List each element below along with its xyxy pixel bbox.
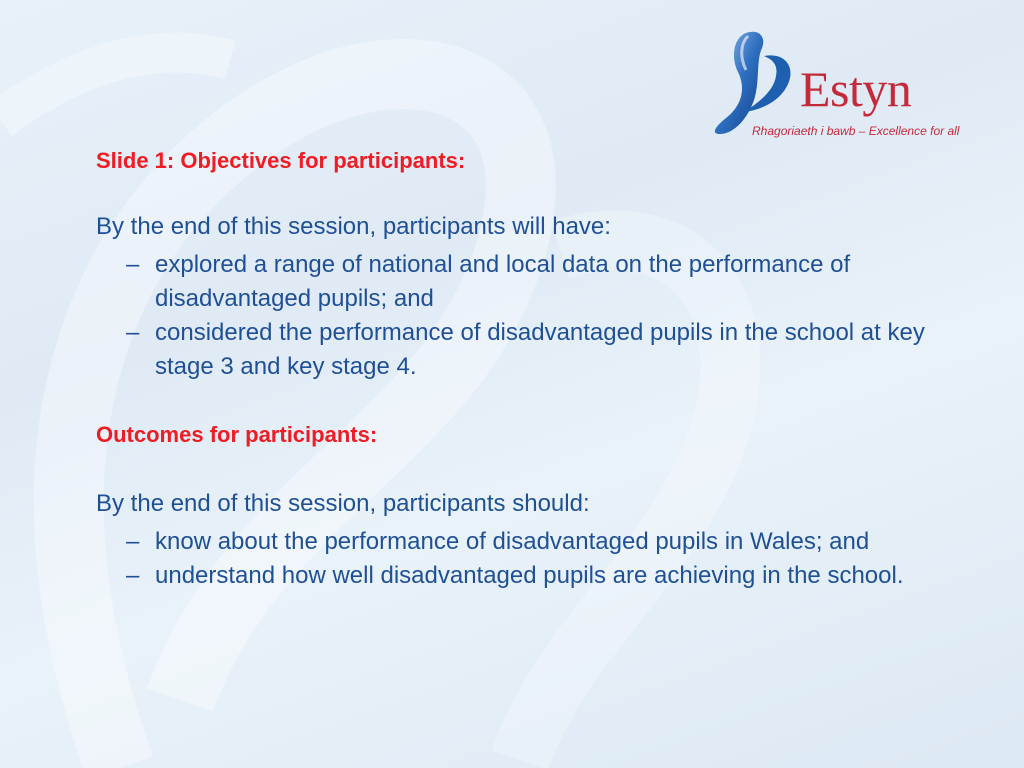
- objectives-heading: Slide 1: Objectives for participants:: [96, 148, 466, 173]
- objectives-intro: By the end of this session, participants will have:: [96, 213, 611, 241]
- outcomes-list: [96, 525, 976, 593]
- objectives-list: [96, 248, 976, 384]
- list-item-text: explored a range of national and local data on the performance of disadvantaged pupils; and: [155, 251, 851, 313]
- list-item: [96, 316, 976, 384]
- list-item-text: know about the performance of disadvantaged pupils in Wales; and: [155, 527, 870, 555]
- outcomes-heading: Outcomes for participants:: [96, 422, 378, 448]
- dash-bullet-icon: –: [126, 319, 140, 347]
- estyn-ribbon-icon: [704, 26, 804, 138]
- estyn-logo: [704, 26, 960, 144]
- list-item: [96, 525, 976, 559]
- slide-content: [96, 148, 976, 593]
- outcomes-intro: By the end of this session, participants should:: [96, 489, 590, 517]
- dash-bullet-icon: –: [126, 251, 140, 279]
- list-item: [96, 559, 976, 593]
- dash-bullet-icon: –: [126, 527, 140, 555]
- list-item-text: understand how well disadvantaged pupils are achieving in the school.: [155, 561, 904, 589]
- list-item: [96, 248, 976, 316]
- list-item-text: considered the performance of disadvantaged pupils in the school at key stage 3 and key stage 4.: [155, 319, 925, 381]
- dash-bullet-icon: –: [126, 561, 140, 589]
- logo-wordmark: Estyn: [800, 61, 912, 117]
- logo-tagline: Rhagoriaeth i bawb – Excellence for all: [752, 124, 960, 138]
